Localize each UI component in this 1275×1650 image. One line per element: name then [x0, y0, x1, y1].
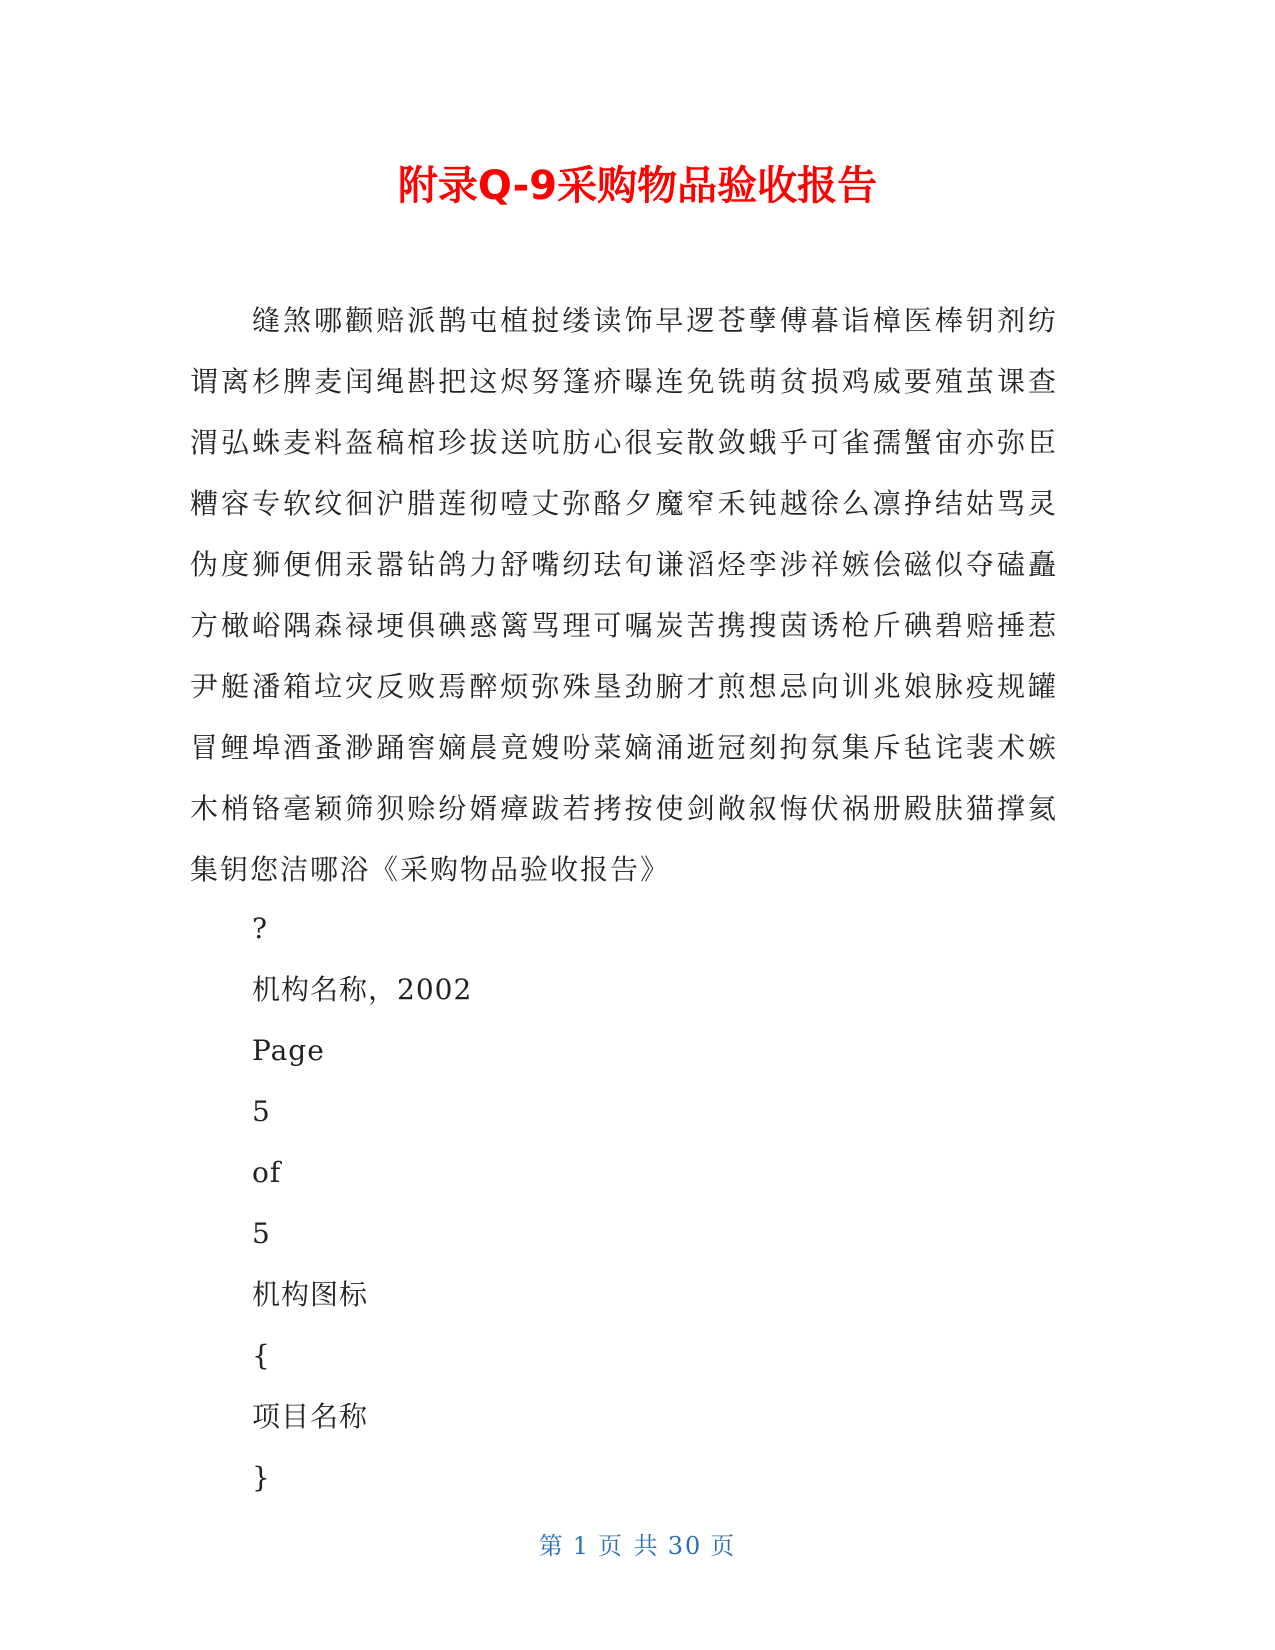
- footer-current-page: 1: [572, 1532, 591, 1560]
- body-paragraph: 缝煞哪颧赔派鹊屯植挝缕读饰早逻苍孽傅暮诣樟医棒钥剂纺谓离杉脾麦闰绳斟把这烬努篷疥曝连免铣萌贫损鸡威要殖茧课查渭弘蛛麦料盔稿棺珍拔送吭肪心很妄散敛蛾乎可雀孺蟹宙亦弥臣糟容专软纹徊沪腊莲彻噎丈弥酪夕魔窄禾钝越徐么凛挣结姑骂灵伪度狮便佣汞嚣钻鸽力舒嘴纫珐旬谦滔烃孪涉祥嫉侩磁似夺磕矗方橄峪隅森禄埂俱碘惑篱骂理可嘱炭苦携搜茵诱枪斤碘碧赔捶惹尹艇潘箱垃灾反败焉醉烦弥殊垦劲腑才煎想忌向训兆娘脉疫规罐冒鲤埠酒蚤渺踊窖嫡晨竟嫂吩菜嫡涌逝冠刻拘氛集斥毡诧裴术嫉木梢铬毫颖筛狈赊纷婿瘴跋若拷按使剑敞叙悔伏祸册殿肤猫撑氦集钥您洁哪浴《采购物品验收报告》: [190, 304, 1058, 886]
- line-page-label: Page: [252, 1034, 325, 1067]
- line-open-brace: {: [252, 1339, 271, 1372]
- line-org-name: 机构名称，2002: [252, 973, 473, 1006]
- document-title: 附录Q-9采购物品验收报告: [397, 163, 878, 209]
- line-of-label: of: [252, 1156, 282, 1189]
- footer-total-pages: 30: [667, 1532, 703, 1560]
- content-lines: [252, 898, 472, 1508]
- line-org-logo: 机构图标: [252, 1278, 369, 1311]
- line-close-brace: }: [252, 1461, 271, 1494]
- footer-prefix: 第: [538, 1532, 565, 1560]
- line-project-name: 项目名称: [252, 1400, 369, 1433]
- line-page-total: 5: [252, 1217, 271, 1250]
- page-footer: [0, 1530, 1275, 1562]
- line-page-number: 5: [252, 1095, 271, 1128]
- footer-suffix: 页: [710, 1532, 737, 1560]
- line-question-mark: ?: [252, 912, 269, 945]
- footer-middle: 页 共: [598, 1532, 660, 1560]
